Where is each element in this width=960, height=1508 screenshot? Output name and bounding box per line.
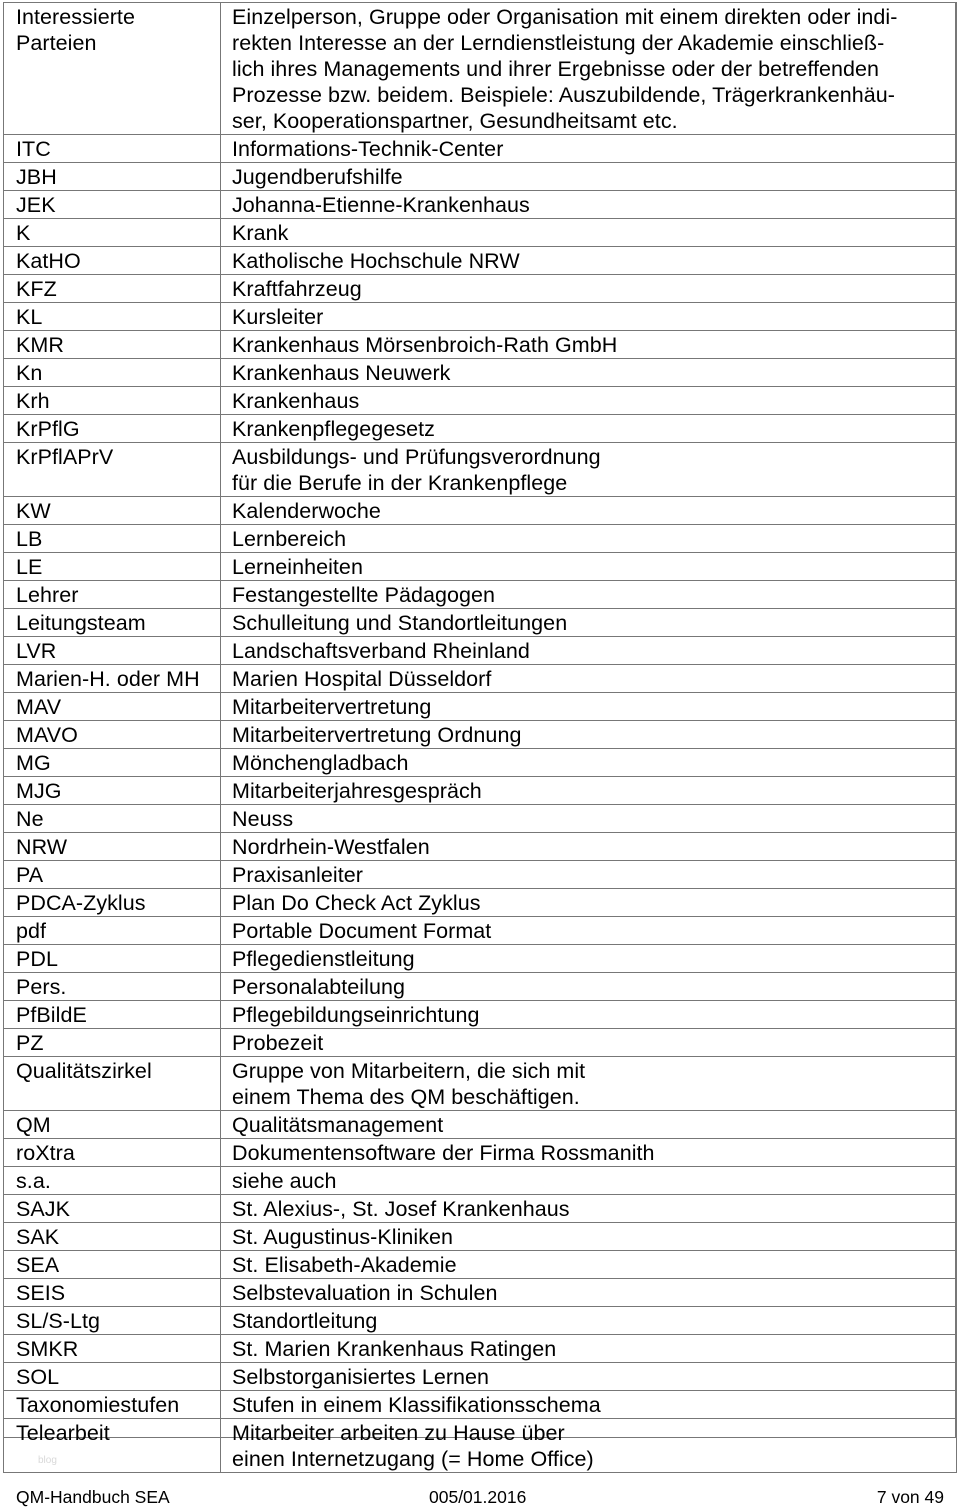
abbreviation-cell: QM — [4, 1111, 221, 1139]
abbreviation-cell: Telearbeit — [4, 1419, 221, 1473]
abbreviation-cell: SAJK — [4, 1195, 221, 1223]
table-row — [4, 777, 957, 805]
table-row — [4, 889, 957, 917]
abbreviation-cell: roXtra — [4, 1139, 221, 1167]
abbreviation-cell: MG — [4, 749, 221, 777]
table-row — [4, 581, 957, 609]
abbreviation-cell: Lehrer — [4, 581, 221, 609]
table-row — [4, 693, 957, 721]
definition-cell: St. Alexius-, St. Josef Krankenhaus — [221, 1195, 957, 1223]
table-row — [4, 247, 957, 275]
definition-cell: Einzelperson, Gruppe oder Organisation mit einem direkten oder indi- rekten Interesse an der Lerndienstleistung der Akademie einschließ- lich ihres Managements und ihrer Ergebnisse oder der betreffenden Prozesse bzw. beidem. Beispiele: Auszubildende, Trägerkrankenhäu- ser, Kooperationspartner, Gesundheitsamt etc. — [221, 3, 957, 135]
abbreviation-cell: pdf — [4, 917, 221, 945]
abbreviation-cell: Interessierte Parteien — [4, 3, 221, 135]
table-row — [4, 331, 957, 359]
table-row — [4, 553, 957, 581]
definition-cell: St. Augustinus-Kliniken — [221, 1223, 957, 1251]
table-row — [4, 1139, 957, 1167]
table-row — [4, 3, 957, 135]
table-row — [4, 1251, 957, 1279]
abbreviation-cell: JBH — [4, 163, 221, 191]
abbreviation-cell: MJG — [4, 777, 221, 805]
abbreviation-cell: SOL — [4, 1363, 221, 1391]
abbreviation-cell: SAK — [4, 1223, 221, 1251]
abbreviation-cell: PDL — [4, 945, 221, 973]
table-row — [4, 1419, 957, 1473]
abbreviation-cell: SEA — [4, 1251, 221, 1279]
abbreviation-cell: LB — [4, 525, 221, 553]
table-row — [4, 1195, 957, 1223]
abbreviation-cell: LE — [4, 553, 221, 581]
abbreviation-cell: JEK — [4, 191, 221, 219]
table-row — [4, 1223, 957, 1251]
table-row — [4, 861, 957, 889]
abbreviation-cell: Krh — [4, 387, 221, 415]
table-row — [4, 1279, 957, 1307]
definition-cell: Krank — [221, 219, 957, 247]
table-row — [4, 1029, 957, 1057]
definition-cell: Probezeit — [221, 1029, 957, 1057]
definition-cell: Mitarbeitervertretung — [221, 693, 957, 721]
table-row — [4, 387, 957, 415]
abbreviation-cell: Qualitätszirkel — [4, 1057, 221, 1111]
definition-cell: Gruppe von Mitarbeitern, die sich mit einem Thema des QM beschäftigen. — [221, 1057, 957, 1111]
definition-cell: Ausbildungs- und Prüfungsverordnung für die Berufe in der Krankenpflege — [221, 443, 957, 497]
abbreviation-cell: KW — [4, 497, 221, 525]
table-row — [4, 1111, 957, 1139]
table-row — [4, 1307, 957, 1335]
definition-cell: Lerneinheiten — [221, 553, 957, 581]
table-row — [4, 1335, 957, 1363]
table-row — [4, 443, 957, 497]
footer-version: 005/01.2016 — [429, 1487, 527, 1507]
abbreviation-cell: MAVO — [4, 721, 221, 749]
definition-cell: Schulleitung und Standortleitungen — [221, 609, 957, 637]
definition-cell: Personalabteilung — [221, 973, 957, 1001]
definition-cell: Pflegebildungseinrichtung — [221, 1001, 957, 1029]
definition-cell: Festangestellte Pädagogen — [221, 581, 957, 609]
definition-cell: Krankenhaus — [221, 387, 957, 415]
table-row — [4, 833, 957, 861]
definition-cell: Praxisanleiter — [221, 861, 957, 889]
abbreviation-table — [3, 2, 957, 1473]
definition-cell: Standortleitung — [221, 1307, 957, 1335]
abbreviation-cell: Marien-H. oder MH — [4, 665, 221, 693]
table-row — [4, 1057, 957, 1111]
definition-cell: Kursleiter — [221, 303, 957, 331]
definition-cell: siehe auch — [221, 1167, 957, 1195]
definition-cell: Mitarbeiter arbeiten zu Hause über einen Internetzugang (= Home Office) — [221, 1419, 957, 1473]
page-footer — [3, 1486, 956, 1507]
abbreviation-cell: KFZ — [4, 275, 221, 303]
footer-page-number: 7 von 49 — [876, 1487, 944, 1507]
definition-cell: Marien Hospital Düsseldorf — [221, 665, 957, 693]
definition-cell: Selbstevaluation in Schulen — [221, 1279, 957, 1307]
definition-cell: Qualitätsmanagement — [221, 1111, 957, 1139]
abbreviation-cell: NRW — [4, 833, 221, 861]
table-row — [4, 303, 957, 331]
definition-cell: Pflegedienstleitung — [221, 945, 957, 973]
table-row — [4, 1001, 957, 1029]
table-row — [4, 973, 957, 1001]
abbreviation-cell: Ne — [4, 805, 221, 833]
abbreviation-cell: SMKR — [4, 1335, 221, 1363]
definition-cell: Krankenhaus Neuwerk — [221, 359, 957, 387]
abbreviation-cell: KMR — [4, 331, 221, 359]
table-row — [4, 415, 957, 443]
abbreviation-cell: PDCA-Zyklus — [4, 889, 221, 917]
table-row — [4, 497, 957, 525]
table-row — [4, 163, 957, 191]
abbreviation-cell: Leitungsteam — [4, 609, 221, 637]
table-row — [4, 275, 957, 303]
abbreviation-cell: Kn — [4, 359, 221, 387]
definition-cell: Landschaftsverband Rheinland — [221, 637, 957, 665]
abbreviation-cell: PA — [4, 861, 221, 889]
table-row — [4, 191, 957, 219]
abbreviation-cell: SEIS — [4, 1279, 221, 1307]
definition-cell: Mönchengladbach — [221, 749, 957, 777]
table-row — [4, 1167, 957, 1195]
definition-cell: St. Marien Krankenhaus Ratingen — [221, 1335, 957, 1363]
definition-cell: Mitarbeitervertretung Ordnung — [221, 721, 957, 749]
definition-cell: Stufen in einem Klassifikationsschema — [221, 1391, 957, 1419]
footer-document-title: QM-Handbuch SEA — [16, 1487, 170, 1507]
abbreviation-cell: LVR — [4, 637, 221, 665]
definition-cell: Portable Document Format — [221, 917, 957, 945]
abbreviation-cell: KL — [4, 303, 221, 331]
definition-cell: Krankenpflegegesetz — [221, 415, 957, 443]
definition-cell: Informations-Technik-Center — [221, 135, 957, 163]
abbreviation-cell: s.a. — [4, 1167, 221, 1195]
table-row — [4, 1391, 957, 1419]
table-row — [4, 219, 957, 247]
definition-cell: St. Elisabeth-Akademie — [221, 1251, 957, 1279]
watermark: blog — [38, 1455, 57, 1466]
definition-cell: Johanna-Etienne-Krankenhaus — [221, 191, 957, 219]
abbreviation-cell: KrPflAPrV — [4, 443, 221, 497]
table-row — [4, 135, 957, 163]
table-row — [4, 609, 957, 637]
abbreviation-cell: K — [4, 219, 221, 247]
definition-cell: Dokumentensoftware der Firma Rossmanith — [221, 1139, 957, 1167]
definition-cell: Nordrhein-Westfalen — [221, 833, 957, 861]
definition-cell: Mitarbeiterjahresgespräch — [221, 777, 957, 805]
abbreviation-cell: PfBildE — [4, 1001, 221, 1029]
abbreviation-cell: KatHO — [4, 247, 221, 275]
definition-cell: Neuss — [221, 805, 957, 833]
abbreviation-cell: MAV — [4, 693, 221, 721]
abbreviation-cell: PZ — [4, 1029, 221, 1057]
table-row — [4, 665, 957, 693]
abbreviation-cell: Pers. — [4, 973, 221, 1001]
abbreviation-cell: KrPflG — [4, 415, 221, 443]
table-row — [4, 721, 957, 749]
table-row — [4, 637, 957, 665]
abbreviation-cell: Taxonomiestufen — [4, 1391, 221, 1419]
table-row — [4, 805, 957, 833]
table-row — [4, 359, 957, 387]
table-row — [4, 749, 957, 777]
table-row — [4, 917, 957, 945]
definition-cell: Kraftfahrzeug — [221, 275, 957, 303]
definition-cell: Katholische Hochschule NRW — [221, 247, 957, 275]
abbreviation-cell: ITC — [4, 135, 221, 163]
definition-cell: Krankenhaus Mörsenbroich-Rath GmbH — [221, 331, 957, 359]
abbreviation-cell: SL/S-Ltg — [4, 1307, 221, 1335]
definition-cell: Jugendberufshilfe — [221, 163, 957, 191]
definition-cell: Lernbereich — [221, 525, 957, 553]
table-row — [4, 945, 957, 973]
definition-cell: Plan Do Check Act Zyklus — [221, 889, 957, 917]
definition-cell: Kalenderwoche — [221, 497, 957, 525]
table-row — [4, 1363, 957, 1391]
abbreviation-table-body — [4, 3, 957, 1473]
definition-cell: Selbstorganisiertes Lernen — [221, 1363, 957, 1391]
table-row — [4, 525, 957, 553]
